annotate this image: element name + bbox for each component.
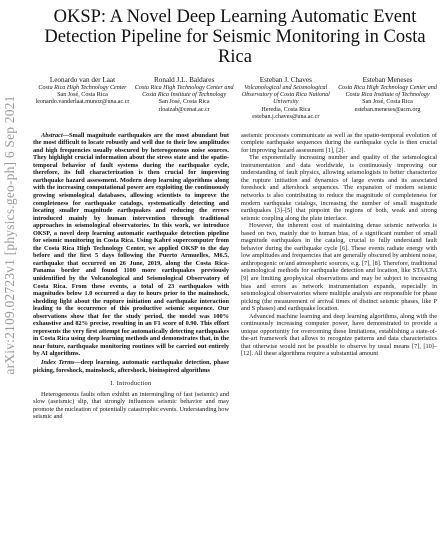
author-email: rloaizab@cenat.ac.cr [158, 106, 210, 113]
author-location: Heredia, Costa Rica [261, 106, 311, 113]
author-name: Esteban Meneses [362, 76, 413, 84]
author-location: San José, Costa Rica [57, 92, 108, 98]
intro-paragraph: Heterogeneous faults often exhibit an intermingling of fast (seismic) and slow (aseismic) slip, that strongly influences seismic behavior and may promote the nucleation of potentially catastrophic events. Understanding how seismic and [33, 390, 229, 421]
author-name: Leonardo van der Laat [49, 76, 116, 84]
paper-page [33, 7, 437, 421]
author-name: Ronald J.L. Baldares [154, 76, 215, 84]
author-affiliation: Costa Rica High Technology Center and Costa Rica Institute of Technology [134, 84, 234, 98]
author-email: esteban.j.chaves@una.ac.cr [252, 114, 320, 121]
author-3 [236, 76, 335, 122]
right-column [241, 132, 437, 421]
arxiv-identifier-stamp [2, 80, 18, 390]
abstract-text: —Small magnitude earthquakes are the most abundant but the most difficult to locate robustly and well due to their low amplitudes and high frequencies usually obscured by heterogeneous noise sources. They highlight crucial information about the stress state and the spatio-temporal behavior of fault systems during the earthquake cycle, therefore, its full characterization is then crucial for improving earthquake hazard assessment. Modern deep learning algorithms along with the increasing computational power are exploiting the continuously growing seismological databases, allowing scientists to improve the completeness for earthquake catalogs, systematically detecting and locating smaller magnitude earthquakes and reducing the errors introduced mainly by human intervention through traditional approaches in seismological observatories. In this work, we introduce OKSP, a novel deep learning automatic earthquake detection pipeline for seismic monitoring in Costa Rica. Using Kabré supercomputer from the Costa Rica High Technology Center, we applied OKSP to the day before and the first 5 days following the Puerto Armuelles, M6.5, earthquake that occurred on 26 June, 2019, along the Costa Rica-Panama border and found 1100 more earthquakes previously unidentified by the Volcanological and Seismological Observatory of Costa Rica. From these events, a total of 23 earthquakes with magnitudes below 1.0 occurred a day to hours prior to the mainshock, shedding light about the rupture initiation and earthquake interaction leading to the occurrence of this productive seismic sequence. Our observations show that for the study period, the model was 100% exhaustive and 82% precise, resulting in an F1 score of 0.90. This effort represents the very first attempt for automatically detecting earthquakes in Costa Rica using deep learning methods and demonstrates that, in the near future, earthquake monitoring routines will be carried out entirely by AI algorithms. [33, 131, 229, 358]
author-1 [33, 76, 132, 122]
author-2 [135, 76, 234, 122]
abstract-lead: Abstract [41, 131, 63, 139]
author-affiliation: Volcanological and Seismological Observatory of Costa Rica National University [241, 84, 330, 106]
index-terms [33, 359, 229, 374]
author-email: leonardo.vanderlaat.munoz@una.ac.cr [35, 99, 130, 106]
author-email: esteban.meneses@acm.org [354, 106, 421, 113]
paper-title: OKSP: A Novel Deep Learning Automatic Event Detection Pipeline for Seismic Monitoring in Costa Rica [44, 7, 426, 67]
arxiv-stamp-text: arXiv:2109.02723v1 [physics.geo-ph] 6 Sep 2021 [2, 95, 17, 375]
body-paragraph: However, the inherent cost of maintaining dense seismic networks is based on two, mainly due to human bias, of a significant number of small magnitude earthquakes in the catalog, crucial to fully understand fault behavior during the earthquake cycle [6]. These events radiate energy with low amplitudes and frequencies that are generally obscured by ambient noise, anthropogenic or/and atmospheric sources, e.g. [7], [8]. Therefore, traditional seismological methods for earthquake detection and location, like STA/LTA [9] are limiting geophysical observations and may be subject to increasing bias and errors as network instrumentation expands, especially in seismological observatories where multiple analysts are responsible for phase picking (the measurement of arrival times of distinct seismic phases, like P and S phases) and earthquake location. [241, 222, 437, 313]
author-location: San José, Costa Rica [158, 99, 210, 106]
author-4 [338, 76, 437, 122]
author-location: San José, Costa Rica [362, 99, 413, 106]
two-column-body [33, 132, 437, 421]
body-paragraph: aseismic processes communicate as well as the spatio-temporal evolution of complete earthquake sequences during the earthquake cycle is then crucial for improving hazard assessment [1], [2]. [241, 131, 437, 154]
section-heading-introduction: I. Introduction [110, 380, 152, 388]
body-paragraph: Advanced machine learning and deep learning algorithms, along with the continuously increasing computer power, have demonstrated to provide a unique opportunity for overcoming these limitations, establishing a state-of-the-art framework that allows to recognize patterns and data characteristics that otherwise would not be possible to observe by usual means [7], [10]–[12]. All these algorithms require a substantial amount [241, 312, 437, 358]
author-affiliation: Costa Rica High Technology Center [38, 84, 127, 91]
abstract [33, 132, 229, 358]
index-terms-text: —deep learning, automatic earthquake detection, phase picking, foreshock, mainshock, aftershock, bioinspired algorithms [33, 359, 229, 374]
author-block [33, 76, 437, 122]
index-terms-lead: Index Terms [41, 359, 75, 367]
author-affiliation: Costa Rica High Technology Center and Costa Rica Institute of Technology [338, 84, 437, 98]
body-paragraph: The exponentially increasing number and quality of the seismological instrumentation and data worldwide, is continuously improving our understanding of fault physics, allowing seismologists to better characterize the rupture initiation and dynamics of large events and its associated foreshock and aftershock sequences. The expansion of modern seismic networks is also contributing to reduce the magnitude of completeness for modern earthquake catalogs, increasing the number of small magnitude earthquakes [3]–[5] that pinpoint the regions of both, weak and strong seismic coupling along the plate interface. [241, 154, 437, 222]
author-name: Esteban J. Chaves [259, 76, 312, 84]
left-column [33, 132, 229, 421]
